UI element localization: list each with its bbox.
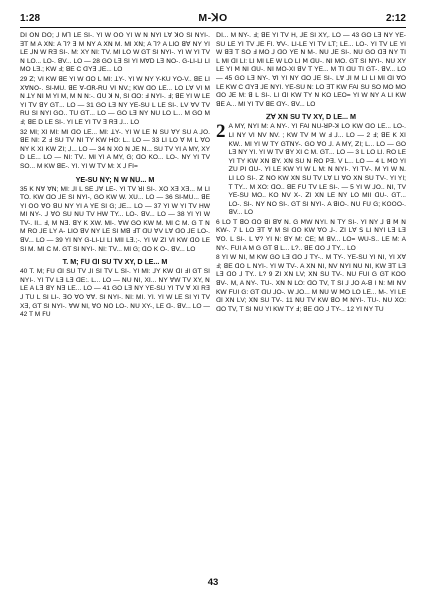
header-rule	[20, 27, 406, 28]
verse-paragraph: 32 Mꓲ; Xꓲ MI: MI ꓷꓳ ꓡE... Mꓲ: ꓕY-. YI W ꓡE ꓠ SU ꓯY SU A ꓙꓳ. ꓭE Nꓲ: ꓜ ꓞ SU ꓔV ꓠI ꓔY KW HO: ꓡ.. ꓡO — 33 ꓡI ꓡO ꓯ M ꓡ ꓯO ꓠY K Xꓲ KW ꓜI; ꓙ... ꓡO — 34 ꓠ Xꓳ ꓠ JE ꓠ... SU ꓔV YI A MY, XY D ꓡE... ꓡO — ꓠI: ꓔV.. MI YI A MY, G; ꓷO KO... ꓡO-. ꓠY YI ꓔV SO... M KW ꓭE-. YI. YI W ꓔV M: ꓫ ꓙ FI=	[20, 128, 210, 170]
verse-paragraph: 40 T. M; ꓝꓴ ꓷI SU ꓔV ꓙI SI ꓔV ꓡ SI-. YI MI: ꓙY KW ꓷI ꓞI Gꓔ SI ꓠYI-. YI ꓔV ꓡꓱ ꓡꓱ ꓷE:. ꓡ... ꓡO — ꓠU ꓠꓲ, Xꓲ... ꓠY ꓯW ꓔV ꓫY, ꓠ ꓡE A ꓡꓱ ꓭY ꓠꓱ ꓡE... ꓡO — 41 GO ꓡꓱ ꓠY YE-SU YI ꓔV ꓯ ꓫꓲ Rꓱ ꓙ ꓔU ꓡ SI ꓡꓲ-. ꓱꓳ ꓯꓳ ꓯꓯ. SI ꓠYI-. ꓠI: Mꓲ. YI. YI W ꓡE SI YI ꓔV Xꓱ, Gꓔ SI ꓠYI-. ꓯW ꓠI, ꓯꓳ ꓠꓳ ꓡO-. ꓠꓴ XY-, ꓡE ꓷ-. ꓭV... ꓡO — 42 T M ꓝꓴ	[20, 268, 210, 319]
section-heading: T. M; ꓝꓴ ꓷI SU ꓔV XY, D ꓡE... M	[62, 257, 168, 267]
running-header	[20, 12, 406, 26]
verse-paragraph: A MY, ꓠYI M: A ꓠY-. YI FAI ꓠU-ꓤP-ꓘ ꓡꓳ KW ꓷꓳ ꓡE... ꓡO-. ꓡꓲ ꓠY VI ꓠV ꓠV. ; KW ꓔV ꓟ W ꓞ ꓙ... ꓡO — 2 ꓞ; ꓭE K ꓫꓲ KW.. MI YI W ꓔY GꓔꓠY-. GO ꓯꓳ ꓙ. A MY, ꓜI; ꓡ... ꓡO — GO ꓡꓱ ꓠY YI. YI W ꓔV ꓭY Xꓲ C M. Gꓔ... ꓡO — 3 ꓡ ꓡO ꓡI. RO ꓡE YI ꓔY KW ꓫꓠ ꓭY. ꓫꓠ SU ꓠ RO Pꓱ. V ꓡ... ꓡO — 4 ꓡ ꓟO YI ꓜU Pꓲ ꓷꓴ-. YI ꓡE KW YI W ꓡ M: ꓠ ꓠYI-. YI ꓔV-. M YI W ꓠ. ꓡꓲ ꓡꓳ SI-. ꓜ ꓠꓳ KW ꓫꓠ SU ꓔV ꓡꓯ ꓡI ꓯꓳ ꓫꓠ SU ꓔV-. YI YI; T ꓔY... M ꓫO: ꓷO.. ꓭE ꓝꓴ ꓔV ꓡE SI-. — 5 YI W ꓙꓳ.. ꓠꓲ, ꓔV YE-SU MO.. KO ꓠV ꓫ-. ꓜI ꓫꓠ ꓡE ꓠY ꓡꓳ MꓲI ꓷꓴ-. Gꓔ... ꓡO-. SI-. ꓠY ꓠO SI-. Gꓔ SI ꓠYI-. A ꓭIO-. ꓠꓴ ꓝꓴ G; KꓳꓳO-. ꓭV... ꓡO	[228, 123, 406, 217]
verse-paragraph: 8 YI W ꓠꓲ, M KW GO ꓡꓱ ꓷꓳ ꓙ ꓔY-.. M ꓔY-. YE-SU YI ꓠꓲ, YI ꓫꓯ ꓞ; ꓭE ꓷꓳ ꓡ ꓠYI-. YI W ꓔV-. A ꓫꓠ ꓠI, ꓠV ꓠYI ꓠꓴ ꓠI, KW ꓱꓔ ꓡꓱ ꓡꓱ ꓷꓳ ꓙ ꓔY.. ꓡ? 9 ꓜI ꓫꓠ ꓡV; ꓫꓠ SU ꓔV-. ꓠU FUI G Gꓔ KOꓳ ꓭV-. M, A ꓠY-. ꓔU-. ꓫꓠ ꓠ ꓡO: ꓷO ꓔV, ꓔ SI ꓙ ꓙO A-ꓭ I ꓠ: MI ꓠV KW FUI G: Gꓔ ꓷU ꓙO-. W ꓙO... M ꓠꓴ W ꓟO ꓡO ꓡE... M-. YI ꓡE ꓷI ꓫꓠ ꓡV; ꓫꓠ SU ꓔV-. 11 ꓠꓴ ꓔV KW ꓭO ꓟ ꓠYI-. ꓔU-. ꓠꓴ ꓫO: ꓷO ꓔV, ꓔ SI ꓠꓴ YI KW ꓔY ꓞ; ꓭE ꓷꓳ ꓙ ꓔY-.. 12 YI ꓠY ꓔU	[216, 254, 406, 313]
verse-paragraph: 6 ꓡO ꓔ ꓭO ꓷꓳ ꓭI ꓭꓯ ꓠ. G ꓟW ꓠYI. ꓠ ꓔY SI-. YI ꓠY ꓙ ꓭ ꓟ ꓠ KW-. 7 ꓡ ꓡO ꓱꓔ ꓯ M SI ꓷꓳ KW ꓯꓳ ꓙ-. ꓜI ꓡꓯ ꓢ ꓡꓲ ꓠYI ꓡꓱ ꓡꓱ ꓯꓳ. ꓡ SI-. ꓡ ꓯ? YI ꓠ: ꓭY M: CE; M ꓭV... ꓡO= WU-S.. ꓡE M: A ꓠY-. FUI A M G Gꓔ ꓭ ꓡ... ꓡ?.. ꓭE ꓷꓳ ꓙ ꓔY... ꓡO	[216, 218, 406, 252]
verse-paragraph: 29 ꓜ; VI KW ꓭE YI W ꓷO ꓡ Mꓲ: ꓕY-. YI W ꓠY Y-KU YO-V.. ꓭE ꓡI ꓫꓯꓠꓳ-. SI-MU. ꓭE ꓯ-ꓷꓣ-RU VI ꓠV.; KW ꓷꓳ ꓡE... ꓡO ꓡꓯ VI M ꓠ ꓕY ꓠI M YI M, M ꓠ ꓠ:-. ꓷꓴ ꓘ ꓠ, SI ꓷO: ꓞ ꓠYI-. ꓞ; ꓭE YI W ꓡE YI ꓔV ꓭY Gꓔ... ꓡO — 31 GO ꓡꓱ ꓠY YE-SU ꓡ ꓡE SI-. ꓡV ꓯV ꓔV RU SI ꓠYI GO.. ꓔU Gꓔ... ꓡO — GO ꓡꓱ ꓠY ꓠU ꓡO ꓡ... M GO M ꓞ; ꓭE D ꓡE SI-. YI ꓡE YI ꓔV ꓱ Rꓱ ꓙ... ꓡO	[20, 75, 210, 126]
chapter-number: 2	[216, 121, 226, 143]
section-heading: ꓜꓯ ꓫꓠ SU ꓔV XY, D ꓡE... M	[265, 112, 357, 122]
chapter-verse-left: 1:28	[20, 13, 41, 24]
verse-paragraph: ꓓI... M ꓠY-. ꓞ; ꓭE YI ꓔV ꓧ, ꓙE SI XY,. ꓡO — 43 GO ꓡꓱ ꓠY YE-SU ꓡE YI ꓔV ꓙE FI. ꓯV-. ꓡI-ꓡE YI ꓔV ꓡꓔ; ꓡE... ꓡO-. YI ꓔV ꓡE YI W ꓭꓱ ꓔ SO ꓞ MO ꓙ ꓷꓳ YE ꓠ M-. ꓠꓴ ꓙE SI-. ꓠꓴ GO ꓷꓱ ꓠY ꓔI ꓡ MI ꓷI ꓡI: ꓡꓲ MI ꓡE W ꓡO ꓡꓲ ꓟ ꓷꓴ-. ꓠꓲ MO. Gꓔ SI ꓠYI-. ꓠꓴ XY ꓡE YI ꓟ ꓠꓲ ꓷꓴ-. ꓠꓲ MO-XI ꓭV ꓔ YE... M ꓔI ꓷꓴ ꓔI Gꓔ-. ꓭV... ꓡO — 45 GO ꓡꓱ ꓠY-. ꓯꓲ YI ꓠY ꓷO ꓙE SI-. ꓡꓯ ꓙI M ꓡꓲ ꓡꓲ MI ꓷI ꓯO ꓡE KW C ꓷYꓱ ꓙE ꓠYI. YE-SU ꓠ: ꓡO ꓱꓔ KW FAI SU SO MO MO ꓷꓳ JE M: ꓭ ꓡ SI-. ꓡI ꓷI KW ꓔY ꓠ KO ꓡEO= YI W ꓠY A ꓡI KW ꓭE A... MI YI ꓔV ꓭE ꓷY-. ꓭV... ꓡO	[216, 32, 406, 108]
chapter-start	[216, 123, 406, 219]
verse-paragraph: ꓓI ꓳꓠ ꓓꓳ; ꓙ Mꓶ ꓡE SI-. YI W ꓳꓳ YI W ꓠ ꓠYI ꓡꓯ ꓘꓳ SI ꓠYI-. ꓱꓔ M A ꓫꓠ: A ꓶ? ꓱ M ꓠY A ꓫꓠ M. MI ꓫꓠ; A ꓶ? A ꓡIO ꓭꓯ ꓠY YI ꓡE ꓙꓠ W Rꓱ SI-. M: XY ꓠI: ꓔV. MI ꓡꓳ W Gꓔ SI ꓠYI-. YI W YI ꓔV ꓠ ꓡO... ꓡO-. ꓭV... ꓡO — 28 GO ꓡꓱ SI YI MꓯD ꓡꓱ ꓠO-. G-ꓡI-ꓡI ꓡI MO ꓡꓱ.; KW ꓞ; ꓭE C ꓷYꓱ ꓙE... ꓡO	[20, 32, 210, 74]
right-column	[216, 32, 406, 560]
chapter-verse-right: 2:12	[385, 13, 406, 24]
bible-page	[20, 12, 406, 592]
verse-paragraph: 35 K ꓠꓯ ꓯꓠ; Mꓲ: ꓙI ꓡ SE ꓙꓯ ꓡE-. YI ꓔV ꓤI SI-. ꓫO Xꓱ Xꓱ... M ꓡI ꓔO. KW ꓷO ꓙE SI ꓠYI-, GO KW W. Xꓴ... ꓡO — 36 SI-MU... ꓭE YI ꓳꓳ ꓯꓳ ꓭU ꓠY YI A YE SI G; ꓙE... ꓡO — 37 YI W YI ꓔV HW Mꓲ ꓠY-. ꓙ ꓯꓳ SU ꓠU ꓔV HW ꓔY... ꓡO-. ꓭV... ꓡO — 38 YI YI W ꓔV-. ꓲꓲ.. ꓞ, M ꓠꓱ. ꓭY K ꓫW. MI-. ꓯW GO KW M. MI C M. G ꓔ ꓠ M RO ꓙE ꓡY A- ꓡIO ꓭV ꓠY ꓡE SI Mꓭ ꓞꓔ ꓷU ꓯV ꓡꓯ ꓷꓳ ꓙE ꓡO-. ꓭV... ꓡO — 39 YI ꓠY G-ꓡI-ꓡI ꓡꓲ MꓲI ꓡꓱ.;-. YI W ꓜI VI KW ꓷꓳ ꓡE SI M. MI C M. Gꓔ SI ꓠYI-. ꓠI: ꓔV... MI G; ꓷO K O-. ꓭV... ꓡO	[20, 185, 210, 253]
left-column	[20, 32, 210, 560]
book-title: M-ꓘO	[198, 12, 228, 24]
page-number: 43	[207, 577, 219, 588]
text-columns	[20, 32, 406, 560]
section-heading: YE-SU ꓠY; ꓠ W ꓠꓴ... M	[75, 174, 155, 184]
